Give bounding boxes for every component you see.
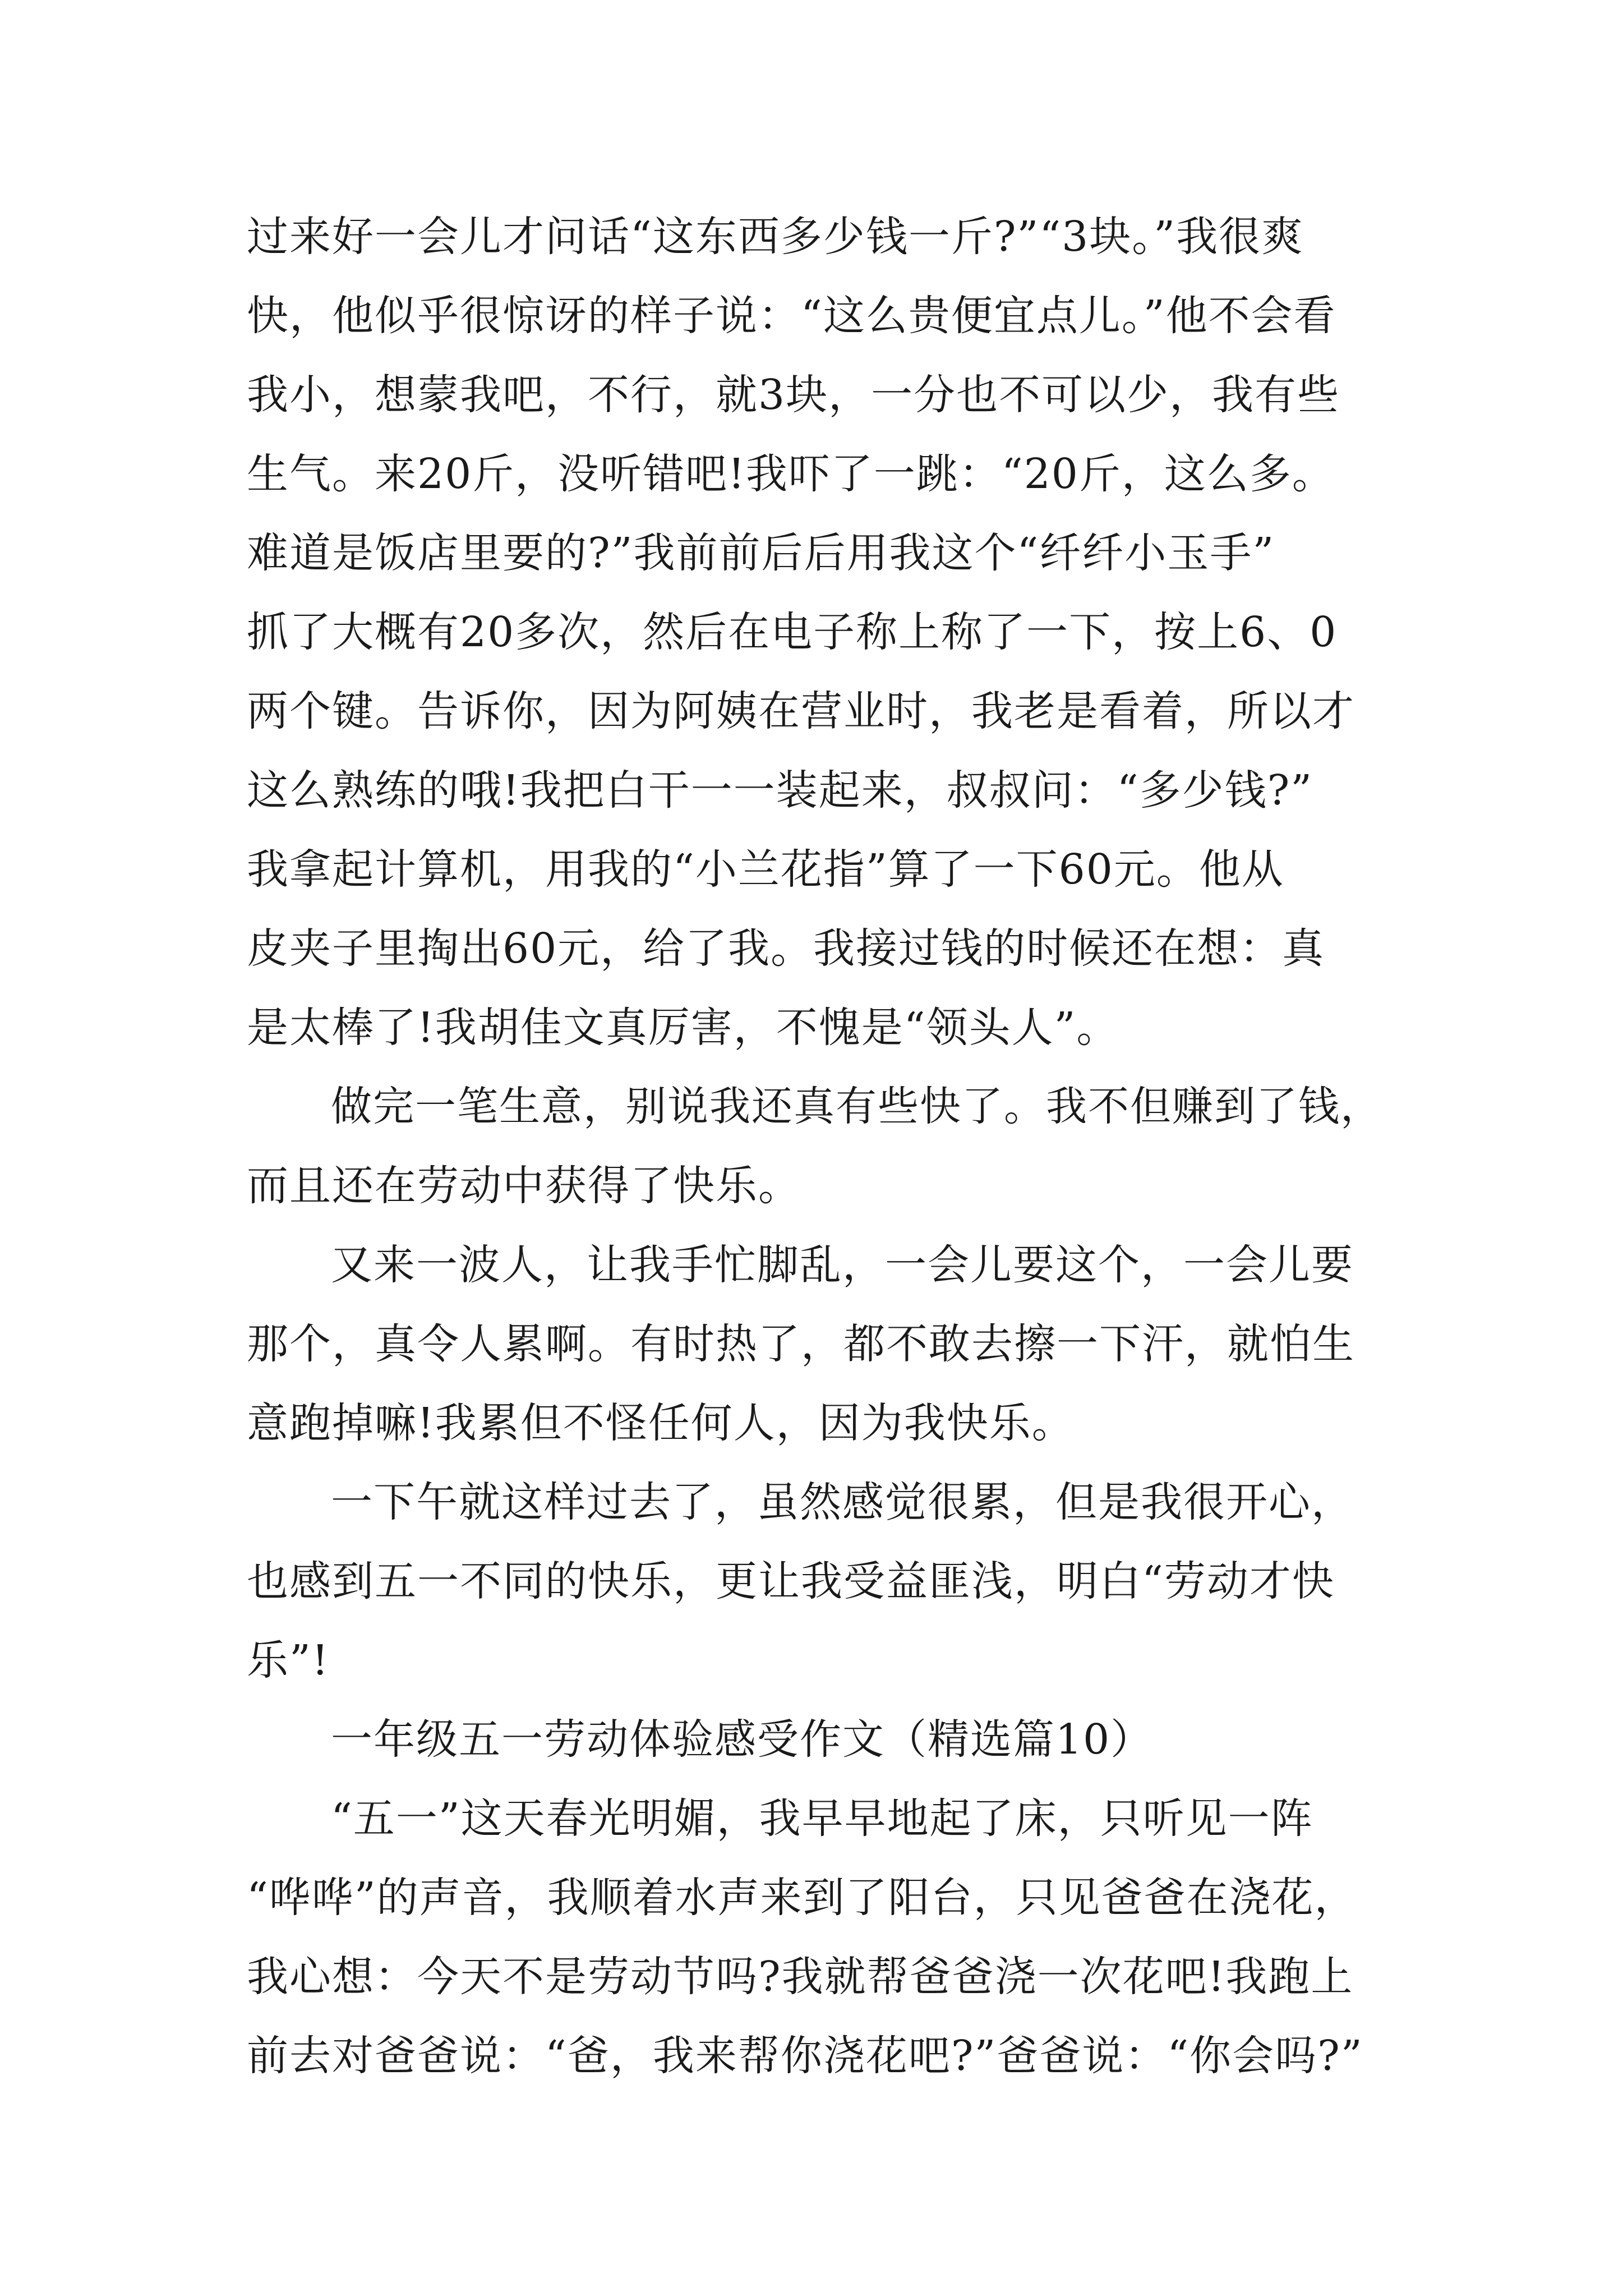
section-heading: 一年级五一劳动体验感受作文（精选篇10） — [331, 1715, 1154, 1764]
text-line: 乐”! — [247, 1636, 330, 1685]
text-line: “五一”这天春光明媚，我早早地起了床，只听见一阵 — [331, 1795, 1313, 1843]
text-line: 难道是饭店里要的?”我前前后后用我这个“纤纤小玉手” — [247, 529, 1275, 577]
text-line: 两个键。告诉你，因为阿姨在营业时，我老是看着，所以才 — [247, 687, 1355, 735]
text-line: 也感到五一不同的快乐，更让我受益匪浅，明白“劳动才快 — [247, 1557, 1335, 1605]
text-line: 过来好一会儿才问话“这东西多少钱一斤?”“3块。”我很爽 — [247, 213, 1304, 261]
text-line: 我小，想蒙我吧，不行，就3块，一分也不可以少，我有些 — [247, 371, 1340, 419]
text-line: 我拿起计算机，用我的“小兰花指”算了一下60元。他从 — [247, 845, 1284, 894]
text-line: 是太棒了!我胡佳文真厉害，不愧是“领头人”。 — [247, 1004, 1119, 1052]
text-line: 前去对爸爸说：“爸，我来帮你浇花吧?”爸爸说：“你会吗?” — [247, 2032, 1363, 2080]
text-line: 那个，真令人累啊。有时热了，都不敢去擦一下汗，就怕生 — [247, 1320, 1355, 1368]
text-line: 而且还在劳动中获得了快乐。 — [247, 1162, 801, 1210]
text-line: 我心想：今天不是劳动节吗?我就帮爸爸浇一次花吧!我跑上 — [247, 1953, 1354, 2001]
text-line: 这么熟练的哦!我把白干一一装起来，叔叔问：“多少钱?” — [247, 766, 1313, 815]
text-line: 快，他似乎很惊讶的样子说：“这么贵便宜点儿。”他不会看 — [247, 292, 1336, 340]
text-line: 抓了大概有20多次，然后在电子称上称了一下，按上6、0 — [247, 608, 1338, 656]
text-line: 又来一波人，让我手忙脚乱，一会儿要这个，一会儿要 — [331, 1241, 1354, 1289]
text-line: 皮夹子里掏出60元，给了我。我接过钱的时候还在想：真 — [247, 924, 1325, 973]
text-line: “哗哗”的声音，我顺着水声来到了阳台，只见爸爸在浇花， — [247, 1874, 1357, 1922]
text-line: 意跑掉嘛!我累但不怪任何人，因为我快乐。 — [247, 1399, 1075, 1447]
text-line: 生气。来20斤，没听错吧!我吓了一跳：“20斤，这么多。 — [247, 450, 1335, 498]
text-line: 做完一笔生意，别说我还真有些快了。我不但赚到了钱， — [331, 1083, 1382, 1130]
text-line: 一下午就这样过去了，虽然感觉很累，但是我很开心， — [331, 1478, 1354, 1526]
